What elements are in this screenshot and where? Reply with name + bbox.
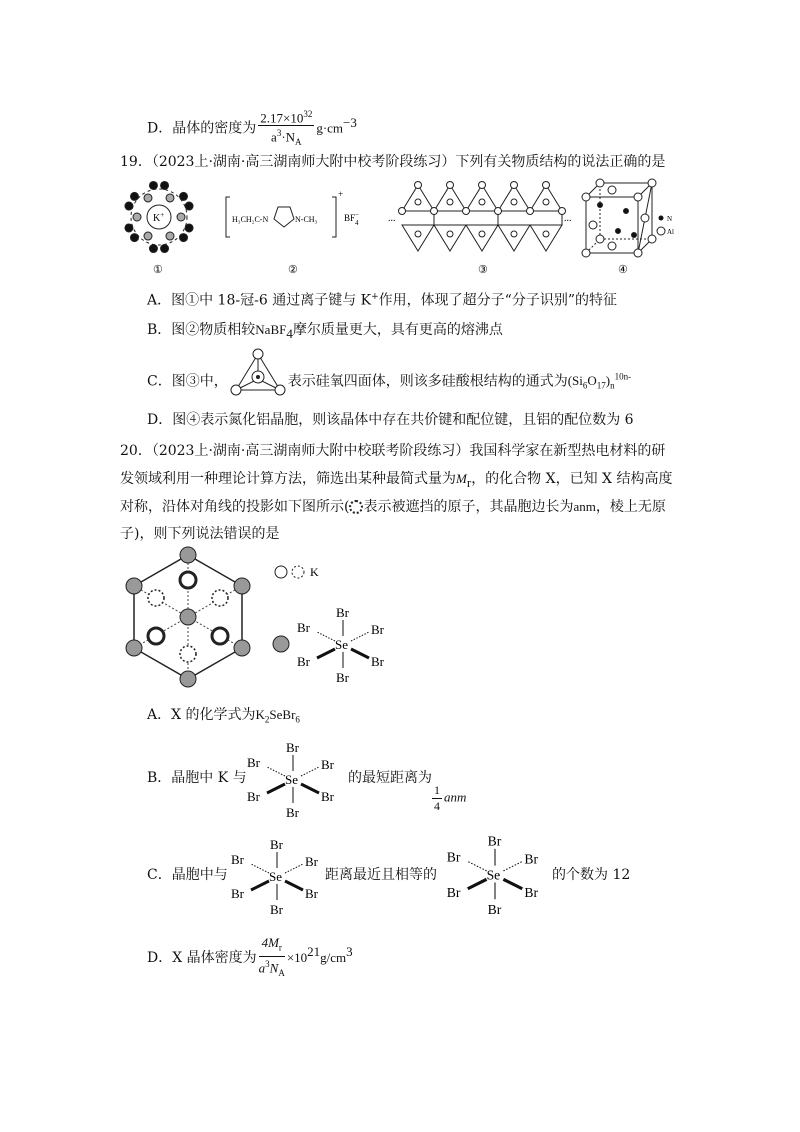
br-label: Br	[487, 833, 502, 849]
bond	[468, 879, 487, 888]
bond	[503, 861, 522, 870]
al-atom	[608, 242, 616, 250]
br-label: Br	[286, 805, 299, 819]
q20-option-b-distance: $\frac{1}{4}$ anm	[434, 783, 467, 813]
n-atom	[632, 233, 637, 238]
legend-sebr6-circle	[273, 636, 289, 652]
sebr6-site	[180, 547, 196, 563]
br-label: Br	[297, 620, 310, 635]
fig4-aln-cell	[582, 179, 656, 257]
q20-stem-line1: 20．（2023上·湖南·高三湖南师大附中校联考阶段练习）我国科学家在新型热电材料的研	[120, 443, 666, 459]
sebr6-site	[234, 578, 250, 594]
chain-si	[447, 199, 453, 205]
br-label: Br	[336, 605, 349, 620]
br-label: Br	[305, 886, 318, 901]
br-label: Br	[231, 852, 244, 867]
k-site	[212, 628, 228, 644]
chain-oxygen	[543, 182, 550, 189]
fig4-legend-al: Al	[667, 228, 674, 236]
ring-atom	[144, 194, 152, 202]
ring-atom	[130, 234, 138, 242]
br-label: Br	[270, 837, 283, 852]
option-b-sebr6	[238, 737, 348, 819]
q19-stem: 19．（2023上·湖南·高三湖南师大附中校考阶段练习）下列有关物质结构的说法正确的是	[120, 154, 666, 170]
legend-k: K	[310, 565, 319, 579]
q19-option-a: A．图①中 18-冠-6 通过离子键与 K+作用，体现了超分子“分子识别”的特征	[147, 292, 617, 309]
chain-oxygen	[511, 182, 518, 189]
al-atom	[596, 235, 604, 243]
br-label: Br	[270, 902, 283, 916]
fig3-silicate-chain	[399, 182, 566, 252]
legend-al-circle	[657, 227, 665, 235]
q20-option-a: A．X 的化学式为$K_2SeBr_6$	[147, 707, 300, 725]
q20-density-fraction: $\frac{4M_r}{a^3N_A}$	[258, 935, 285, 978]
ring-atom	[185, 224, 193, 232]
option-c-sebr6-a	[222, 834, 332, 916]
legend-n-dot	[659, 216, 664, 221]
chain-si	[543, 231, 549, 237]
q18-option-d: D．晶体的密度为 $\frac{2.17\times 10^{32}}{a^3\cdot N_A}$ $g\cdot cm^{-3}$	[147, 107, 357, 150]
chain-si	[415, 231, 421, 237]
q20-stem-line4: 子)，则下列说法错误的是	[120, 526, 280, 542]
br-label: Br	[524, 885, 538, 901]
ring-atom	[185, 202, 193, 210]
br-label: Br	[297, 654, 310, 669]
q20-option-c-mid: 距离最近且相等的	[325, 867, 437, 883]
sebr6-site	[234, 640, 250, 656]
chain-si	[447, 231, 453, 237]
ring-atom	[144, 232, 152, 240]
br-label: Br	[487, 901, 502, 916]
k-site	[212, 590, 228, 606]
q20-option-d: D．X 晶体密度为 $\frac{4M_r}{a^3N_A}$ $\times 10^{21}g/cm^3$	[147, 935, 353, 981]
chain-oxygen	[431, 208, 438, 215]
q20-option-b-post: 的最短距离为	[348, 770, 432, 786]
br-label: Br	[247, 755, 260, 770]
fig-label-1: ①	[153, 264, 163, 276]
q20-option-b: B．晶胞中 K 与	[147, 770, 247, 786]
al-atom	[582, 193, 590, 201]
ring-atom	[166, 194, 174, 202]
svg-text:+: +	[338, 189, 344, 199]
bond	[317, 649, 335, 658]
chain-oxygen	[495, 208, 502, 215]
al-atom	[641, 214, 649, 222]
fig-label-2: ②	[288, 264, 298, 276]
n-atom	[598, 203, 603, 208]
ring-atom	[177, 213, 185, 221]
br-label: Br	[524, 851, 538, 867]
k-site	[180, 646, 196, 662]
bond	[285, 881, 303, 890]
al-atom	[582, 249, 590, 257]
q19-option-c: C．图③中， 表示硅氧四面体，则该多硅酸根结构的通式为$(Si_6O_{17})_n^{10n-}$	[147, 372, 632, 391]
bond	[503, 879, 522, 888]
bond	[351, 649, 369, 658]
fig3-dots-right: ...	[564, 213, 572, 224]
silicate-tetrahedron-icon	[228, 348, 288, 396]
chain-si	[543, 199, 549, 205]
br-label: Br	[371, 622, 384, 637]
se-label: Se	[285, 772, 298, 787]
bond	[301, 767, 319, 776]
ring-atom	[166, 232, 174, 240]
al-atom	[648, 235, 656, 243]
chain-si	[511, 231, 517, 237]
bond	[317, 632, 335, 641]
sebr6-site	[180, 671, 196, 687]
br-label: Br	[305, 854, 318, 869]
al-atom	[589, 221, 597, 229]
n-atom	[616, 229, 621, 234]
q20-projection-figure	[118, 545, 418, 695]
al-atom	[596, 179, 604, 187]
al-atom	[608, 186, 616, 194]
fig2-anion: BF− 4	[344, 211, 359, 227]
fig-label-4: ④	[618, 264, 628, 276]
al-atom	[648, 179, 656, 187]
q19-option-d: D．图④表示氮化铝晶胞，则该晶体中存在共价键和配位键，且铝的配位数为 6	[147, 412, 634, 428]
br-label: Br	[321, 757, 334, 772]
fig1-crown-ether	[125, 181, 193, 252]
br-label: Br	[446, 885, 461, 901]
br-label: Br	[231, 886, 244, 901]
br-label: Br	[446, 849, 461, 865]
al-atom	[634, 193, 642, 201]
chain-oxygen	[463, 208, 470, 215]
svg-text:N-CH₃: N-CH₃	[295, 215, 318, 224]
chain-oxygen	[479, 182, 486, 189]
bond	[251, 881, 269, 890]
br-label: Br	[247, 789, 260, 804]
bond	[468, 861, 487, 870]
ring-atom	[161, 245, 169, 253]
ring-atom	[180, 234, 188, 242]
q20-stem-line2: 发领域利用一种理论计算方法，筛选出某种最简式量为$M_r$，的化合物 X，已知 X 结构高度	[120, 471, 673, 490]
bond	[267, 767, 285, 776]
bond	[251, 864, 269, 873]
fig2-imidazolium	[226, 189, 359, 237]
sebr6-site	[180, 609, 196, 625]
sebr6-site	[126, 640, 142, 656]
ring-atom	[180, 192, 188, 200]
q20-option-c: C．晶胞中与	[147, 867, 228, 883]
bond	[267, 784, 285, 793]
k-site	[180, 572, 196, 588]
ring-atom	[125, 202, 133, 210]
br-label: Br	[321, 789, 334, 804]
chain-si	[479, 231, 485, 237]
sebr6-site	[126, 578, 142, 594]
n-atom	[624, 209, 629, 214]
fig1-ion: K+	[153, 211, 165, 224]
bond	[301, 784, 319, 793]
density-fraction: $\frac{2.17\times 10^{32}}{a^3\cdot N_A}$	[260, 109, 313, 148]
ring-atom	[133, 213, 141, 221]
ring-atom	[161, 181, 169, 189]
chain-si	[479, 199, 485, 205]
br-label: Br	[336, 670, 349, 685]
chain-si	[511, 199, 517, 205]
option-c-sebr6-b	[436, 830, 554, 916]
chain-si	[415, 199, 421, 205]
se-label: Se	[335, 637, 348, 652]
chain-oxygen	[527, 208, 534, 215]
ring-atom	[130, 192, 138, 200]
se-label: Se	[269, 869, 282, 884]
k-site	[148, 628, 164, 644]
chain-oxygen	[399, 208, 406, 215]
fig-label-3: ③	[478, 264, 488, 276]
fig3-dots-left: ...	[388, 213, 396, 224]
bond	[351, 632, 369, 641]
k-site	[148, 590, 164, 606]
q20-stem-line3: 对称，沿体对角线的投影如下图所示( 表示被遮挡的原子，其晶胞边长为anm，棱上无原	[120, 499, 666, 515]
bond	[285, 864, 303, 873]
al-atom	[634, 249, 642, 257]
ring-atom	[149, 245, 157, 253]
svg-text:H₃CH₂C-N: H₃CH₂C-N	[232, 215, 269, 224]
chain-oxygen	[415, 182, 422, 189]
ring-atom	[125, 224, 133, 232]
hidden-atom-icon	[349, 500, 363, 514]
legend-k-dashed	[292, 566, 304, 578]
se-label: Se	[486, 867, 501, 883]
chain-oxygen	[447, 182, 454, 189]
q20-option-c-post: 的个数为 12	[552, 867, 631, 883]
fig4-legend-n: N	[667, 215, 673, 223]
q19-figures	[118, 175, 678, 280]
ring-atom	[149, 181, 157, 189]
br-label: Br	[286, 740, 299, 755]
legend-k-solid	[275, 566, 287, 578]
br-label: Br	[371, 654, 384, 669]
q19-option-b: B．图②物质相较NaBF$_4$摩尔质量更大，具有更高的熔沸点	[147, 322, 503, 341]
